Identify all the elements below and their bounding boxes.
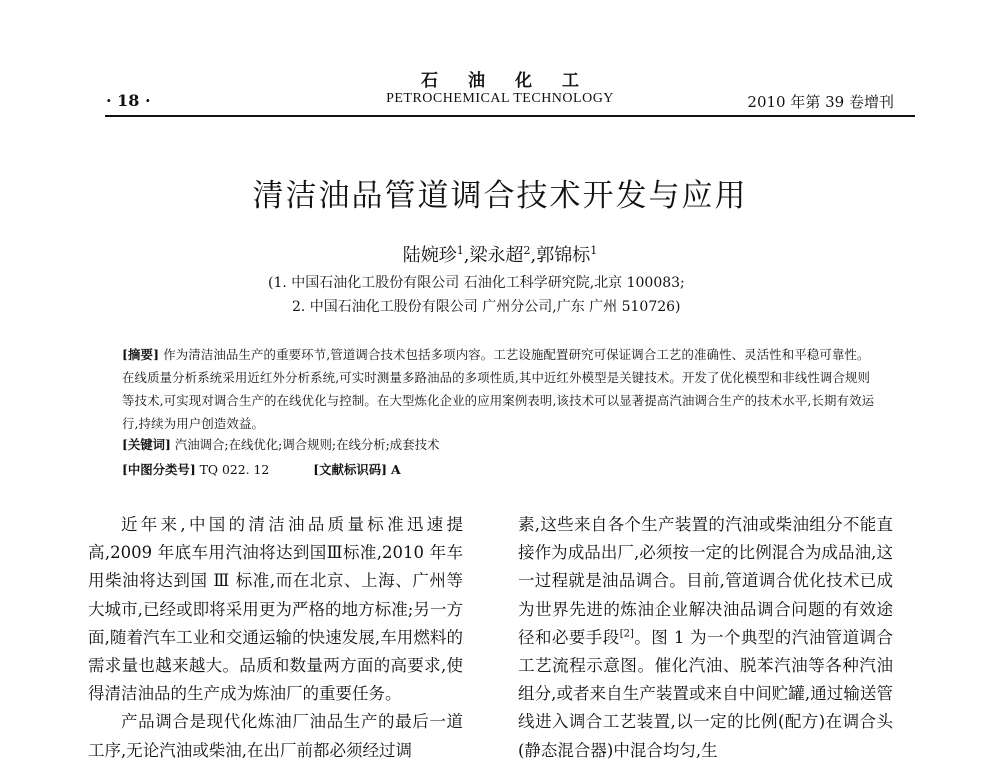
author-list: 陆婉珍$^1$,梁永超$^2$,郭锦标$^1$ xyxy=(402,244,598,266)
abstract-label: [摘要] xyxy=(122,347,160,362)
journal-name-en: PETROCHEMICAL TECHNOLOGY xyxy=(386,91,614,106)
body-paragraph xyxy=(518,511,893,765)
keywords-label: [关键词] xyxy=(122,437,171,452)
keywords-text: 汽油调合;在线优化;调合规则;在线分析;成套技术 xyxy=(174,437,440,452)
keywords xyxy=(122,435,439,453)
body-text: 素,这些来自各个生产装置的汽油或柴油组分不能直接作为成品出厂,必须按一定的比例混合为成品油,这一过程就是油品调合。目前,管道调合优化技术已成为世界先进的炼油企业解决油品调合问题的有效途径和必要手段 xyxy=(518,515,893,647)
body-column-left xyxy=(88,511,463,765)
body-column-right xyxy=(518,511,893,765)
author-name: 陆婉珍 xyxy=(402,245,457,266)
author-affiliation-mark: 2 xyxy=(523,244,531,257)
author-affiliation-mark: 1 xyxy=(590,244,598,257)
document-code-label: [文献标识码] xyxy=(313,462,387,477)
header-rule xyxy=(105,115,915,117)
article-title: 清洁油品管道调合技术开发与应用 xyxy=(252,178,748,214)
classification-label: [中图分类号] xyxy=(122,462,196,477)
body-text: 。图 1 为一个典型的汽油管道调合工艺流程示意图。催化汽油、脱苯汽油等各种汽油组分,或者来自生产装置或来自中间贮罐,通过输送管线进入调合工艺装置,以一定的比例(配方)在调合头(静态混合器)中混合均匀,生 xyxy=(518,627,893,760)
issue-info: 2010 年第 39 卷增刊 xyxy=(747,93,894,111)
page-number: · 18 · xyxy=(106,91,151,110)
abstract xyxy=(122,343,882,435)
affiliation-2: 2. 中国石油化工股份有限公司 广州分公司,广东 广州 510726) xyxy=(292,299,681,315)
classification-line xyxy=(122,460,401,478)
classification-value: TQ 022. 12 xyxy=(199,462,270,477)
author-name: 郭锦标 xyxy=(536,245,591,266)
citation-ref: [2] xyxy=(619,628,634,640)
body-paragraph: 近年来,中国的清洁油品质量标准迅速提高,2009 年底车用汽油将达到国Ⅲ标准,2010 年车用柴油将达到国 Ⅲ 标准,而在北京、上海、广州等大城市,已经或即将采用更为严格的地方标准;另一方面,随着汽车工业和交通运输的快速发展,车用燃料的需求量也越来越大。品质和数量两方面的高要求,使得清洁油品的生产成为炼油厂的重要任务。 xyxy=(88,515,463,704)
body-paragraph: 产品调合是现代化炼油厂油品生产的最后一道工序,无论汽油或柴油,在出厂前都必须经过调 xyxy=(88,712,463,760)
document-code-value: A xyxy=(390,462,401,477)
author-name: 梁永超 xyxy=(469,245,524,266)
abstract-text: 作为清洁油品生产的重要环节,管道调合技术包括多项内容。工艺设施配置研究可保证调合工艺的准确性、灵活性和平稳可靠性。在线质量分析系统采用近红外分析系统,可实时测量多路油品的多项性质,其中近红外模型是关键技术。开发了优化模型和非线性调合规则等技术,可实现对调合生产的在线优化与控制。在大型炼化企业的应用案例表明,该技术可以显著提高汽油调合生产的技术水平,长期有效运行,持续为用户创造效益。 xyxy=(122,347,875,431)
author-affiliation-mark: 1 xyxy=(456,244,464,257)
journal-name-cn: 石油化工 xyxy=(421,71,609,91)
affiliation-1: (1. 中国石油化工股份有限公司 石油化工科学研究院,北京 100083; xyxy=(268,275,685,291)
